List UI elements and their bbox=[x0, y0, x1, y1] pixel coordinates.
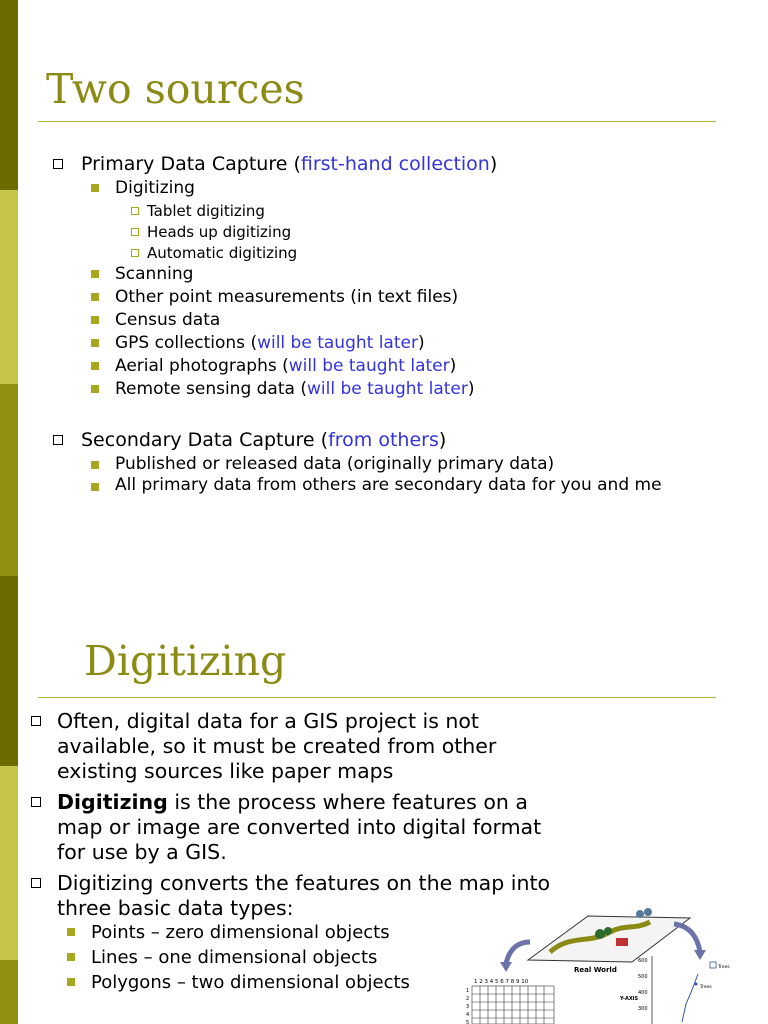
svg-text:500: 500 bbox=[638, 974, 648, 980]
other-point-measurements-item: Other point measurements (in text files) bbox=[91, 286, 731, 309]
house-icon bbox=[616, 938, 628, 946]
slide-accent-stripe bbox=[0, 576, 18, 1024]
svg-text:3: 3 bbox=[466, 1004, 470, 1010]
digitizing-item: Digitizing bbox=[91, 177, 731, 200]
svg-text:400: 400 bbox=[638, 990, 648, 996]
slide-digitizing bbox=[0, 576, 768, 1024]
svg-text:2: 2 bbox=[466, 996, 470, 1002]
slide-title: Digitizing bbox=[84, 637, 287, 685]
remote-sensing-item: Remote sensing data (will be taught later) bbox=[91, 378, 731, 401]
paper-maps-item: Often, digital data for a GIS project is not available, so it must be created from other existing sources like paper maps bbox=[31, 709, 561, 784]
digitizing-definition-item: Digitizing is the process where features on a map or image are converted into digital format for use by a GIS. bbox=[31, 790, 561, 865]
title-divider bbox=[38, 697, 716, 698]
left-arrow-icon bbox=[506, 942, 530, 964]
vector-line bbox=[682, 974, 698, 1022]
data-types-item: Digitizing converts the features on the map into three basic data types: bbox=[31, 871, 561, 921]
right-arrow-icon bbox=[674, 924, 700, 952]
primary-sublist bbox=[91, 177, 731, 200]
digitizing-figure bbox=[460, 904, 750, 1024]
automatic-digitizing-item: Automatic digitizing bbox=[129, 243, 729, 264]
primary-list bbox=[53, 152, 733, 176]
primary-data-capture-item: Primary Data Capture (first-hand collection) bbox=[53, 152, 733, 176]
points-item: Points – zero dimensional objects bbox=[65, 920, 465, 945]
primary-sublist-continued bbox=[91, 263, 731, 401]
title-divider bbox=[38, 121, 716, 122]
tree-icon bbox=[604, 927, 612, 935]
svg-text:1: 1 bbox=[466, 988, 470, 994]
raster-grid bbox=[472, 986, 554, 1024]
tree-icon bbox=[636, 910, 644, 918]
aerial-photographs-item: Aerial photographs (will be taught later) bbox=[91, 355, 731, 378]
tree-icon bbox=[595, 929, 605, 939]
gps-collections-item: GPS collections (will be taught later) bbox=[91, 332, 731, 355]
svg-text:Trees: Trees bbox=[718, 965, 730, 970]
secondary-list bbox=[53, 428, 733, 452]
secondary-sublist bbox=[91, 454, 711, 495]
real-world-label: Real World bbox=[574, 966, 617, 974]
svg-text:300: 300 bbox=[638, 1006, 648, 1012]
digitizing-list bbox=[31, 709, 561, 921]
polygons-item: Polygons – two dimensional objects bbox=[65, 970, 465, 995]
from-others-text: from others bbox=[328, 429, 439, 451]
slide-accent-stripe bbox=[0, 0, 18, 576]
data-types-sublist bbox=[65, 920, 465, 995]
svg-text:Trees: Trees bbox=[700, 985, 712, 990]
tablet-digitizing-item: Tablet digitizing bbox=[129, 201, 729, 222]
heads-up-digitizing-item: Heads up digitizing bbox=[129, 222, 729, 243]
grid-column-labels: 1 2 3 4 5 6 7 8 9 10 bbox=[474, 979, 529, 985]
first-hand-collection-text: first-hand collection bbox=[300, 153, 490, 175]
y-axis-label: Y-AXIS bbox=[620, 996, 639, 1002]
left-arrow-head-icon bbox=[500, 962, 512, 972]
digitizing-sublist bbox=[129, 201, 729, 264]
tree-icon bbox=[644, 908, 652, 916]
vector-polygon bbox=[710, 962, 716, 968]
scanning-item: Scanning bbox=[91, 263, 731, 286]
svg-text:5: 5 bbox=[466, 1020, 470, 1024]
svg-text:600: 600 bbox=[638, 958, 648, 964]
right-arrow-head-icon bbox=[694, 950, 706, 960]
svg-text:4: 4 bbox=[466, 1012, 470, 1018]
published-data-item: Published or released data (originally primary data) bbox=[91, 454, 711, 474]
slide-title: Two sources bbox=[46, 65, 305, 113]
vector-point bbox=[695, 983, 698, 986]
secondary-data-capture-item: Secondary Data Capture (from others) bbox=[53, 428, 733, 452]
lines-item: Lines – one dimensional objects bbox=[65, 945, 465, 970]
census-data-item: Census data bbox=[91, 309, 731, 332]
primary-from-others-item: All primary data from others are secondary data for you and me bbox=[91, 476, 711, 495]
real-world-plane bbox=[528, 916, 690, 962]
